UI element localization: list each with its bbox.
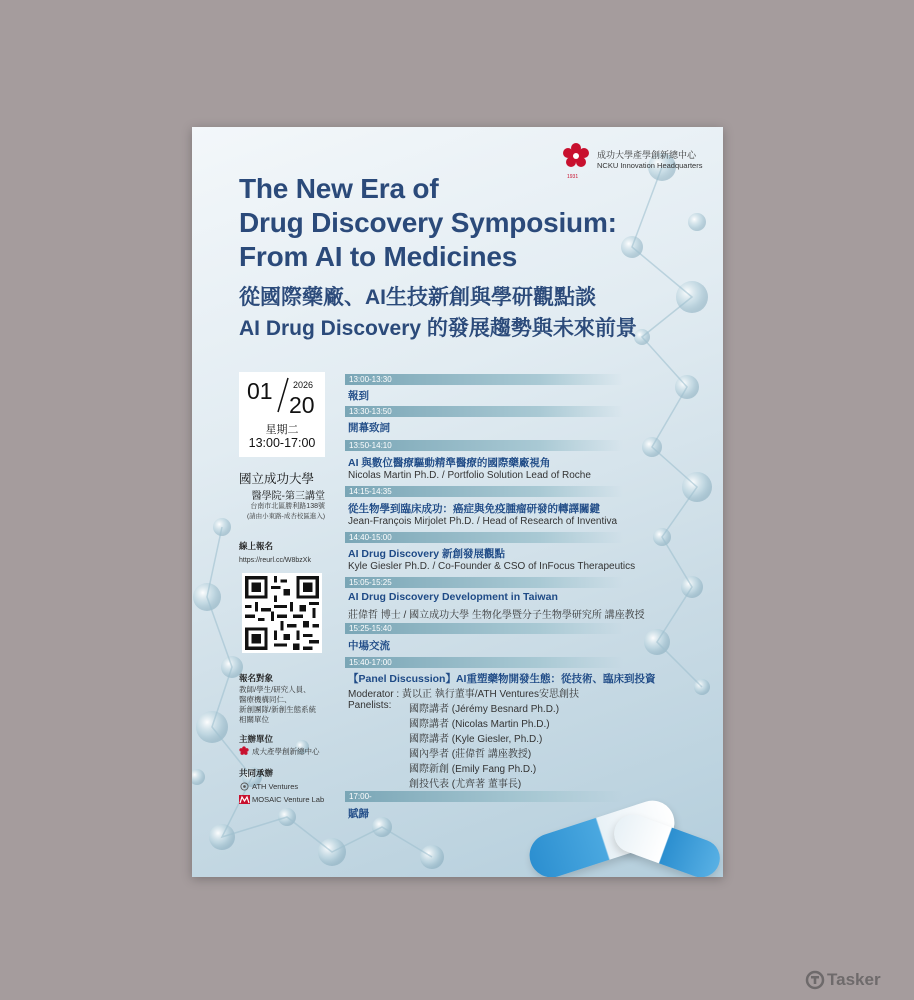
schedule-title-2: 開幕致詞 (348, 422, 390, 434)
schedule-speaker-6: 莊偉哲 博士 / 國立成功大學 生物化學暨分子生物學研究所 講座教授 (348, 610, 645, 621)
date-month: 01 (247, 378, 273, 404)
schedule-title-7: 中場交流 (348, 640, 390, 652)
audience-label: 報名對象 (239, 673, 274, 683)
audience-line-2: 醫療機構同仁、 (239, 695, 292, 704)
panelist-6: 創投代表 (尤齊著 董事長) (409, 779, 522, 790)
title-en-line3: From AI to Medicines (239, 241, 518, 272)
date-box (239, 372, 325, 457)
schedule-title-3: AI 與數位醫療驅動精準醫療的國際藥廠視角 (348, 457, 551, 469)
registration-label: 線上報名 (239, 541, 274, 551)
title-zh-line2: AI Drug Discovery 的發展趨勢與未來前景 (239, 317, 637, 340)
organizer-label: 主辦單位 (239, 734, 274, 744)
schedule-title-6: AI Drug Discovery Development in Taiwan (348, 591, 558, 603)
registration-qr-code[interactable] (242, 573, 322, 653)
panelist-1: 國際講者 (Jérémy Besnard Ph.D.) (409, 704, 560, 715)
schedule-speaker-5: Kyle Giesler Ph.D. / Co-Founder & CSO of InFocus Therapeutics (348, 561, 636, 572)
venue-note: (請由小東路-成杏校區進入) (247, 513, 325, 520)
tasker-watermark (805, 970, 881, 990)
mosaic-logo-icon (239, 795, 250, 804)
date-time: 13:00-17:00 (248, 436, 316, 450)
venue-university: 國立成功大學 (239, 472, 315, 486)
venue-address: 台南市北區勝利路138號 (250, 503, 325, 510)
schedule-speaker-3: Nicolas Martin Ph.D. / Portfolio Solution Lead of Roche (348, 470, 591, 481)
audience-line-1: 教師/學生/研究人員、 (239, 685, 311, 694)
schedule-time-8: 15:40-17:00 (345, 657, 623, 668)
co-organizer-mosaic: MOSAIC Venture Lab (252, 795, 325, 804)
ncku-logo-icon (562, 142, 590, 170)
schedule-title-5: AI Drug Discovery 新創發展觀點 (348, 548, 505, 560)
date-day: 20 (289, 392, 315, 418)
org-name-zh: 成功大學產學創新總中心 (597, 150, 697, 160)
panelist-2: 國際講者 (Nicolas Martin Ph.D.) (409, 719, 550, 730)
panelist-4: 國內學者 (莊偉哲 講座教授) (409, 749, 532, 760)
date-slash (276, 376, 290, 414)
schedule-time-5: 14:40-15:00 (345, 532, 623, 543)
title-zh-line1: 從國際藥廠、AI生技新創與學研觀點談 (239, 286, 596, 309)
registration-url[interactable]: https://reurl.cc/W8bzXk (239, 557, 311, 564)
organizer-name: 成大產學創新總中心 (252, 747, 320, 756)
panelist-5: 國際新創 (Emily Fang Ph.D.) (409, 764, 537, 775)
title-en-line2: Drug Discovery Symposium: (239, 207, 617, 238)
co-organizer-ath: ATH Ventures (252, 782, 299, 791)
organizer-logo-icon (239, 746, 249, 756)
schedule-time-3: 13:50-14:10 (345, 440, 623, 451)
panelist-3: 國際講者 (Kyle Giesler, Ph.D.) (409, 734, 543, 745)
schedule-time-7: 15:25-15:40 (345, 623, 623, 634)
poster (192, 127, 723, 877)
audience-line-4: 相關單位 (239, 715, 269, 724)
watermark-text: Tasker (827, 970, 881, 989)
schedule-time-1: 13:00-13:30 (345, 374, 623, 385)
schedule-time-9: 17:00- (345, 791, 623, 802)
schedule-title-8: 【Panel Discussion】AI重塑藥物開發生態：從技術、臨床到投資 (348, 673, 656, 685)
org-name-en: NCKU Innovation Headquarters (597, 161, 703, 170)
logo-year: 1931 (567, 174, 579, 180)
date-weekday: 星期二 (265, 424, 299, 436)
tasker-logo-icon (805, 970, 825, 990)
schedule-time-4: 14:15-14:35 (345, 486, 623, 497)
co-organizers-label: 共同承辦 (239, 768, 274, 778)
date-year: 2026 (293, 380, 314, 390)
schedule-title-9: 賦歸 (348, 808, 369, 820)
audience-line-3: 新創團隊/新創生態系統 (239, 705, 317, 714)
ath-ventures-logo-icon (240, 782, 249, 791)
schedule-speaker-4: Jean-François Mirjolet Ph.D. / Head of Research of Inventiva (348, 516, 618, 527)
panel-panelists-label: Panelists: (348, 700, 392, 711)
schedule-title-4: 從生物學到臨床成功：癌症與免疫腫瘤研發的轉譯關鍵 (348, 503, 600, 515)
schedule-time-2: 13:30-13:50 (345, 406, 623, 417)
panel-moderator: Moderator : 黃以正 執行董事/ATH Ventures安思創扶 (348, 689, 579, 700)
venue-hall: 醫學院-第三講堂 (251, 491, 325, 502)
schedule-title-1: 報到 (348, 390, 369, 402)
title-en-line1: The New Era of (239, 173, 439, 204)
schedule-time-6: 15:05-15:25 (345, 577, 623, 588)
